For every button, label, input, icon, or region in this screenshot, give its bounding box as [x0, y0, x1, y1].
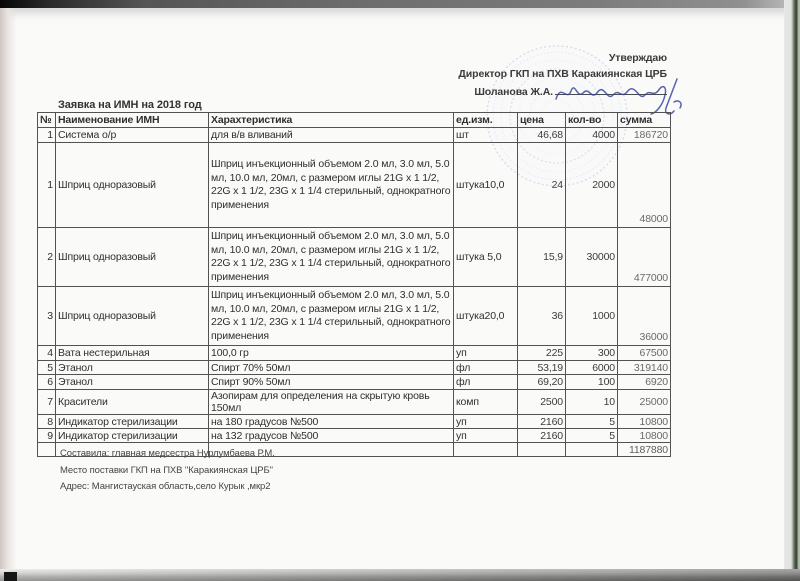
- cell-desc: Азопирам для определения на скрытую кровь 150мл: [209, 390, 454, 415]
- column-header: ед.изм.: [454, 113, 518, 128]
- cell-sum: 10800: [618, 415, 671, 429]
- cell-num: 8: [38, 415, 56, 429]
- cell-qty: 2000: [566, 143, 618, 228]
- cell-sum: 10800: [618, 429, 671, 443]
- cell-sum: 67500: [618, 346, 671, 361]
- cell-name: Система о/р: [56, 128, 209, 143]
- cell-name: Вата нестерильная: [56, 346, 209, 361]
- cell-sum: 36000: [618, 287, 671, 346]
- approval-line-approve: Утверждаю: [608, 52, 667, 64]
- cell-desc: Шприц инъекционный объемом 2.0 мл, 3.0 мл, 5.0 мл, 10.0 мл, 20мл, с размером иглы 21G х 1 1/2, 22G х 1 1/2, 23G х 1 1/4 стерильный, однократного применения: [209, 287, 454, 346]
- cell-name: Этанол: [56, 375, 209, 390]
- cell-sum: 477000: [618, 228, 671, 287]
- column-header: Наименование ИМН: [56, 113, 209, 128]
- cell-sum: 48000: [618, 143, 671, 228]
- cell-num: 6: [38, 375, 56, 390]
- cell-name: Шприц одноразовый: [56, 228, 209, 287]
- cell-empty: [38, 443, 56, 457]
- cell-qty: 6000: [566, 361, 618, 375]
- footer-notes: [60, 446, 275, 496]
- scan-edge-top: [0, 0, 800, 8]
- cell-unit: фл: [454, 375, 518, 390]
- signer-name: Шоланова Ж.А.: [474, 86, 553, 98]
- table-row: [38, 346, 671, 361]
- cell-desc: для в/в вливаний: [209, 128, 454, 143]
- cell-qty: 5: [566, 415, 618, 429]
- cell-desc: Спирт 90% 50мл: [209, 375, 454, 390]
- cell-empty: [518, 443, 566, 457]
- cell-desc: Шприц инъекционный объемом 2.0 мл, 3.0 мл, 5.0 мл, 10.0 мл, 20мл, с размером иглы 21G х 1 1/2, 22G х 1 1/2, 23G х 1 1/4 стерильный, однократного применения: [209, 228, 454, 287]
- cell-num: 5: [38, 361, 56, 375]
- cell-unit: уп: [454, 429, 518, 443]
- cell-name: Шприц одноразовый: [56, 287, 209, 346]
- cell-price: 36: [518, 287, 566, 346]
- table-row: [38, 390, 671, 415]
- cell-name: Красители: [56, 390, 209, 415]
- cell-name: Индикатор стерилизации: [56, 415, 209, 429]
- cell-price: 24: [518, 143, 566, 228]
- cell-desc: Спирт 70% 50мл: [209, 361, 454, 375]
- cell-qty: 1000: [566, 287, 618, 346]
- cell-price: 2160: [518, 415, 566, 429]
- header-row: [38, 113, 671, 128]
- cell-num: 4: [38, 346, 56, 361]
- cell-desc: Шприц инъекционный объемом 2.0 мл, 3.0 мл, 5.0 мл, 10.0 мл, 20мл, с размером иглы 21G х 1 1/2, 22G х 1 1/2, 23G х 1 1/4 стерильный, однократного применения: [209, 143, 454, 228]
- cell-desc: на 132 градусов №500: [209, 429, 454, 443]
- cell-unit: комп: [454, 390, 518, 415]
- approval-line-director: Директор ГКП на ПХВ Каракиянская ЦРБ: [458, 68, 667, 80]
- column-header: №: [38, 113, 56, 128]
- cell-qty: 10: [566, 390, 618, 415]
- column-header: сумма: [618, 113, 671, 128]
- cell-desc: на 180 градусов №500: [209, 415, 454, 429]
- cell-unit: штука20,0: [454, 287, 518, 346]
- cell-price: 69,20: [518, 375, 566, 390]
- table-row: [38, 128, 671, 143]
- cell-price: 15,9: [518, 228, 566, 287]
- cell-qty: 300: [566, 346, 618, 361]
- table-row: [38, 287, 671, 346]
- cell-price: 2160: [518, 429, 566, 443]
- cell-unit: шт: [454, 128, 518, 143]
- column-header: Харахтеристика: [209, 113, 454, 128]
- cell-num: 1: [38, 128, 56, 143]
- table-header-row: [38, 113, 671, 128]
- cell-sum: 6920: [618, 375, 671, 390]
- cell-unit: фл: [454, 361, 518, 375]
- cell-empty: [454, 443, 518, 457]
- scan-corner-artifact: [4, 572, 17, 581]
- cell-num: 9: [38, 429, 56, 443]
- column-header: цена: [518, 113, 566, 128]
- cell-num: 2: [38, 228, 56, 287]
- footer-address: Адрес: Мангистауская область,село Курык ,мкр2: [60, 481, 271, 492]
- table-row: [38, 415, 671, 429]
- cell-sum: 319140: [618, 361, 671, 375]
- cell-desc: 100,0 гр: [209, 346, 454, 361]
- footer-delivery-place: Место поставки ГКП на ПХВ "Каракиянская ЦРБ": [60, 464, 273, 476]
- column-header: кол-во: [566, 113, 618, 128]
- cell-name: Шприц одноразовый: [56, 143, 209, 228]
- cell-qty: 4000: [566, 128, 618, 143]
- scan-edge-bottom: [0, 569, 800, 581]
- cell-unit: уп: [454, 346, 518, 361]
- cell-name: Индикатор стерилизации: [56, 429, 209, 443]
- cell-sum: 186720: [618, 128, 671, 143]
- request-table: [37, 112, 671, 457]
- table-row: [38, 143, 671, 228]
- cell-price: 225: [518, 346, 566, 361]
- table-row: [38, 429, 671, 443]
- cell-name: Этанол: [56, 361, 209, 375]
- table-row: [38, 228, 671, 287]
- cell-unit: штука10,0: [454, 143, 518, 228]
- cell-num: 7: [38, 390, 56, 415]
- table-body: [38, 128, 671, 457]
- cell-qty: 30000: [566, 228, 618, 287]
- cell-num: 1: [38, 143, 56, 228]
- cell-unit: уп: [454, 415, 518, 429]
- cell-num: 3: [38, 287, 56, 346]
- scan-edge-right: [784, 0, 800, 581]
- cell-total-sum: 1187880: [618, 443, 671, 457]
- cell-unit: штука 5,0: [454, 228, 518, 287]
- cell-price: 53,19: [518, 361, 566, 375]
- cell-price: 46,68: [518, 128, 566, 143]
- table-row: [38, 375, 671, 390]
- scan-edge-left: [0, 8, 17, 569]
- cell-price: 2500: [518, 390, 566, 415]
- footer-compiled-by: Составила: главная медсестра Нурлумбаева Р.М.: [60, 448, 275, 459]
- cell-sum: 25000: [618, 390, 671, 415]
- cell-empty: [566, 443, 618, 457]
- document-title: Заявка на ИМН на 2018 год: [58, 99, 202, 111]
- cell-qty: 100: [566, 375, 618, 390]
- cell-qty: 5: [566, 429, 618, 443]
- table-row: [38, 361, 671, 375]
